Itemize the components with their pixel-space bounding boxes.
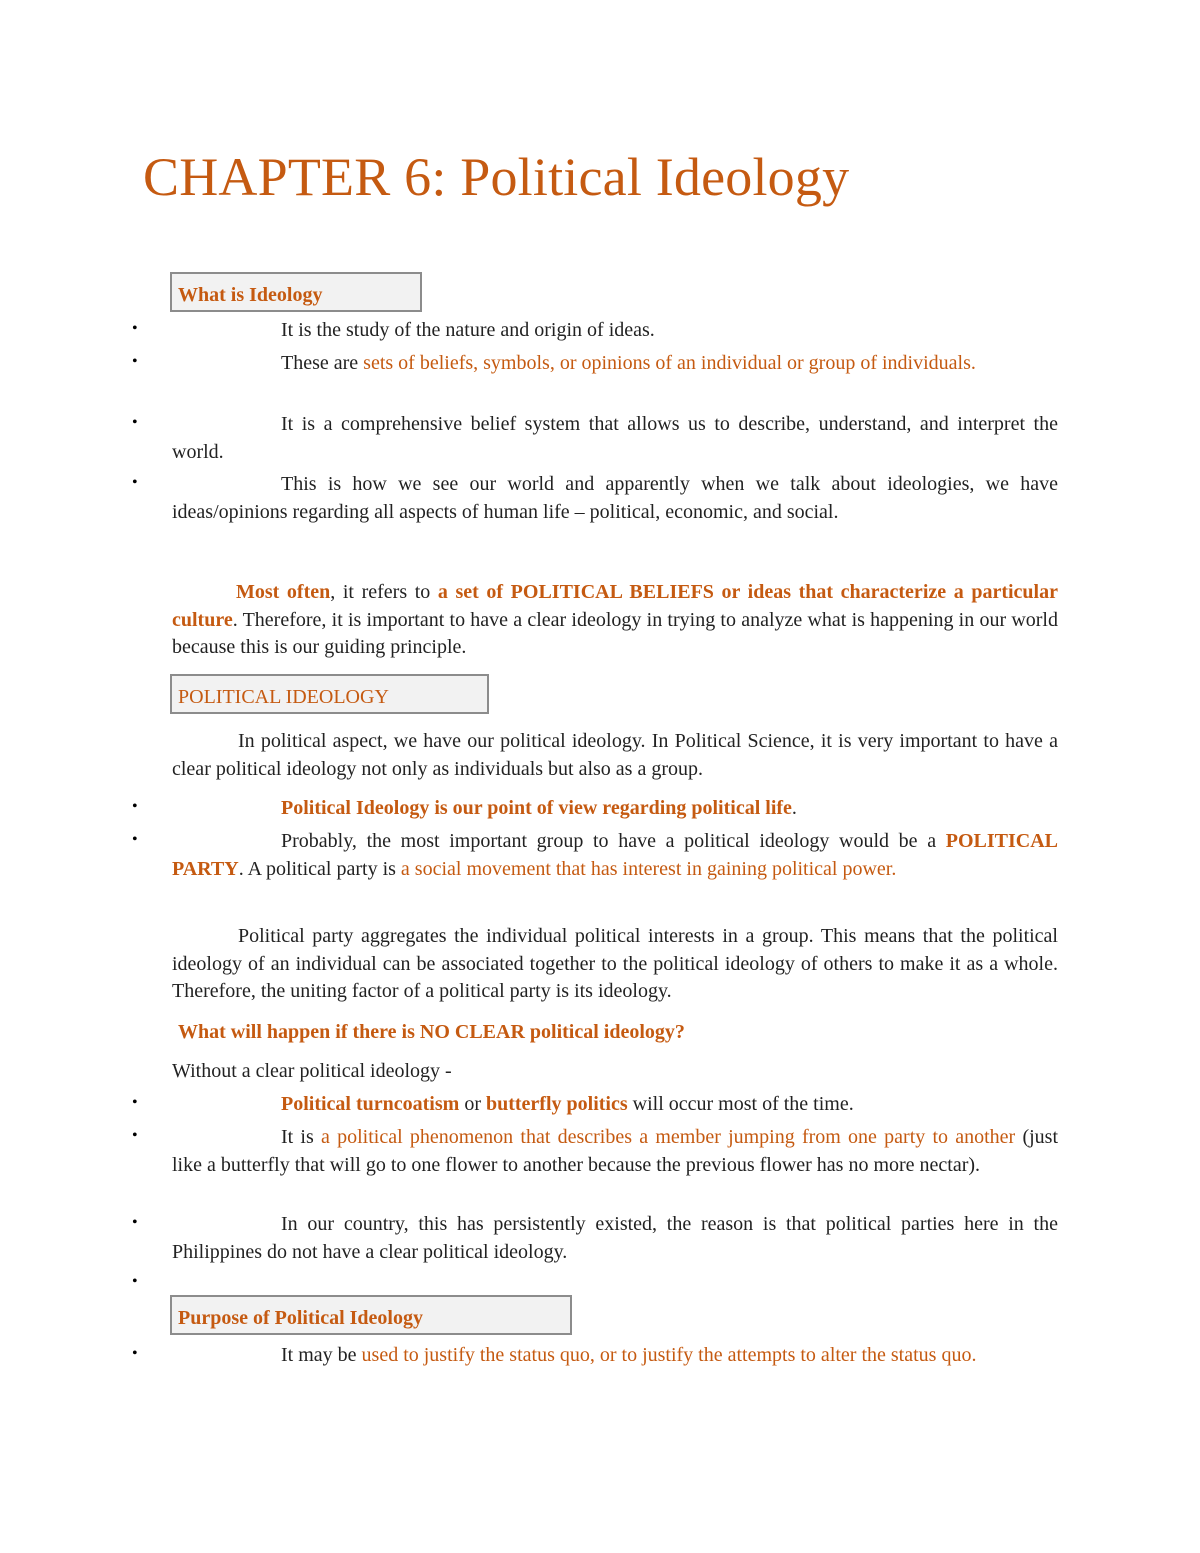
political-party-paragraph: Political party aggregates the individual political interests in a group. This means that the political ideology of an individual can be associated together to the political ideology of others to make it as a whole. Therefore, the uniting factor of a political party is its ideology. [172,925,1058,1002]
without-clear-ideology-line: Without a clear political ideology - [172,1060,452,1082]
no-clear-bullet-3: In our country, this has persistently existed, the reason is that political parties here in the Philippines do not have a clear political ideology. [172,1213,1058,1263]
political-aspect-paragraph: In political aspect, we have our political ideology. In Political Science, it is very important to have a clear political ideology not only as individuals but also as a group. [172,730,1058,780]
what-bullet-2: These are sets of beliefs, symbols, or opinions of an individual or group of individuals. [281,352,976,374]
bullet-marker: • [132,1127,138,1144]
bullet-marker: • [132,1214,138,1231]
what-bullet-1: It is the study of the nature and origin of ideas. [281,319,655,341]
what-bullet-3: It is a comprehensive belief system that allows us to describe, understand, and interpret the world. [172,413,1058,463]
section-heading-what-is-ideology: What is Ideology [170,272,422,312]
bullet-marker: • [132,831,138,848]
section-heading-political-ideology: POLITICAL IDEOLOGY [170,674,489,714]
no-clear-bullet-2: It is a political phenomenon that describes a member jumping from one party to another (just like a butterfly that will go to one flower to another because the previous flower has no more nectar). [172,1126,1058,1176]
purpose-bullet-1: It may be used to justify the status quo, or to justify the attempts to alter the status quo. [281,1344,977,1366]
no-clear-ideology-heading: What will happen if there is NO CLEAR political ideology? [178,1021,685,1043]
bullet-marker: • [132,1345,138,1362]
bullet-marker: • [132,1094,138,1111]
most-often-paragraph: Most often, it refers to a set of POLITICAL BELIEFS or ideas that characterize a particular culture. Therefore, it is important to have a clear ideology in trying to analyze what is happening in our world because this is our guiding principle. [172,581,1058,658]
page-title: CHAPTER 6: Political Ideology [143,147,850,207]
section-heading-purpose: Purpose of Political Ideology [170,1295,572,1335]
what-bullet-4: This is how we see our world and apparently when we talk about ideologies, we have ideas/opinions regarding all aspects of human life – political, economic, and social. [172,473,1058,523]
political-bullet-2: Probably, the most important group to have a political ideology would be a POLITICAL PARTY. A political party is a social movement that has interest in gaining political power. [172,830,1058,880]
bullet-marker: • [132,798,138,815]
bullet-marker-empty: • [132,1273,138,1290]
bullet-marker: • [132,414,138,431]
bullet-marker: • [132,474,138,491]
political-bullet-1: Political Ideology is our point of view regarding political life. [281,797,797,819]
bullet-marker: • [132,353,138,370]
bullet-marker: • [132,320,138,337]
no-clear-bullet-1: Political turncoatism or butterfly politics will occur most of the time. [281,1093,854,1115]
